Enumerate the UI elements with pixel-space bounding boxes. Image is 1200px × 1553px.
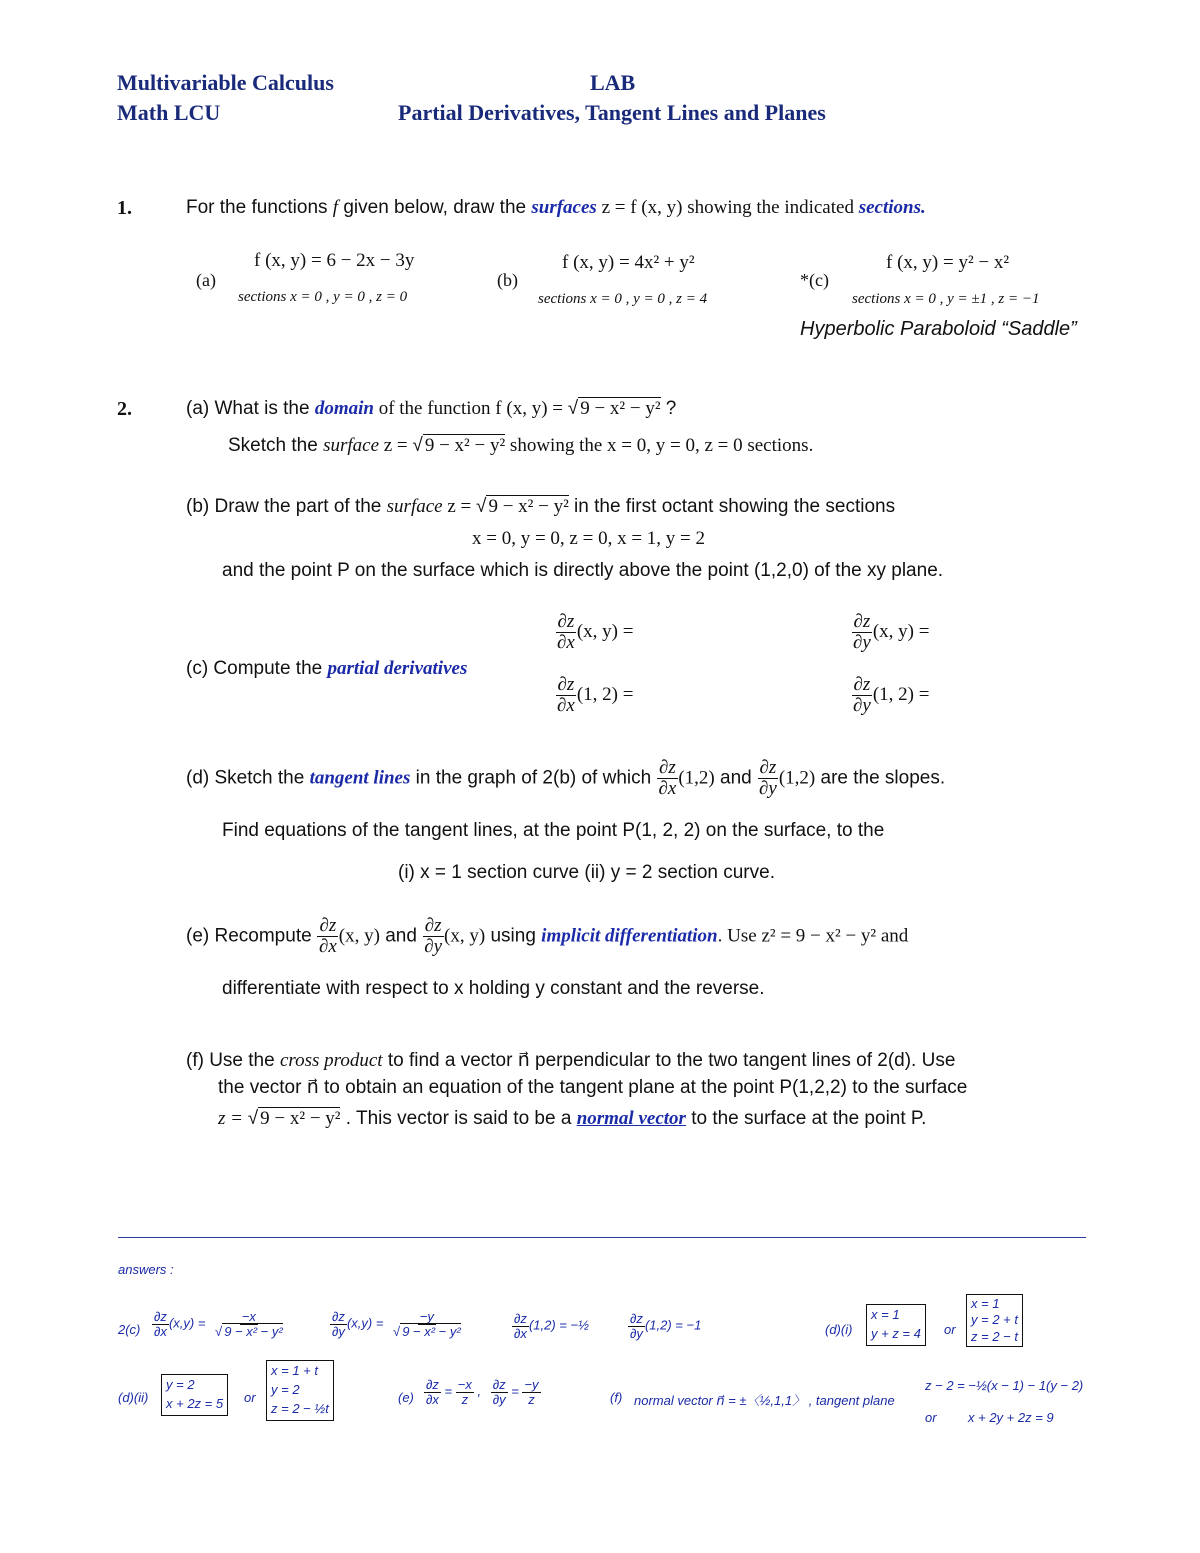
q2-e-question: (e) Recompute $\frac{\partial z}{\partial x}$ (x, y) and $\frac{\partial z}{\partial y}$ (x, y) using implicit differentiation. Use z² = 9 − x² − y² and bbox=[186, 915, 909, 957]
q2-f-line2: the vector n⃗ to obtain an equation of the tangent plane at the point P(1,2,2) to the surface bbox=[218, 1077, 968, 1098]
q1-c-label: *(c) bbox=[800, 270, 829, 290]
ans-f-label: (f) bbox=[610, 1390, 623, 1405]
q2-c-question: (c) Compute the partial derivatives bbox=[186, 658, 468, 679]
ans-f-plane1: z − 2 = −½(x − 1) − 1(y − 2) bbox=[925, 1378, 1084, 1393]
ans-di-or: or bbox=[944, 1322, 956, 1337]
q1-a-sections: sections x = 0 , y = 0 , z = 0 bbox=[238, 289, 408, 305]
q2-f-line1: (f) Use the cross product to find a vector n⃗ perpendicular to the two tangent lines of 2(d). Use bbox=[186, 1050, 956, 1071]
q2-b-sections: x = 0, y = 0, z = 0, x = 1, y = 2 bbox=[472, 528, 706, 549]
ans-di-box1: x = 1 y + z = 4 bbox=[866, 1304, 926, 1346]
page-title: Partial Derivatives, Tangent Lines and Planes bbox=[398, 100, 826, 125]
ans-dii-box1: y = 2 x + 2z = 5 bbox=[161, 1374, 228, 1416]
answers-divider bbox=[118, 1237, 1086, 1238]
q1-number: 1. bbox=[117, 197, 132, 219]
q1-c-note: Hyperbolic Paraboloid “Saddle” bbox=[800, 318, 1077, 340]
q2-d-question: (d) Sketch the tangent lines in the graph of 2(b) of which $\frac{\partial z}{\partial x}$ (1,2) and $\frac{\partial z}{\partial y}$ (1,2) are the slopes. bbox=[186, 757, 946, 799]
ans-dii-box2: x = 1 + t y = 2 z = 2 − ½t bbox=[266, 1360, 334, 1421]
ans-f-plane2: x + 2y + 2z = 9 bbox=[968, 1410, 1054, 1425]
q2-f-line3: z = √ 9 − x² − y² . This vector is said to be a normal vector to the surface at the point P. bbox=[218, 1108, 927, 1129]
q1-c-function: f (x, y) = y² − x² bbox=[886, 252, 1010, 273]
ans-dii-or: or bbox=[244, 1390, 256, 1405]
ans-c-val1: $\frac{\partial z}{\partial x}$ (1,2) = −½ bbox=[514, 1311, 589, 1341]
ans-di-label: (d)(i) bbox=[825, 1322, 853, 1337]
ans-c-dzdx: $\frac{\partial z}{\partial x}$ (x,y) = $\frac{-x}{\text{√ 9 − x² − y²}}$ bbox=[154, 1309, 283, 1339]
q1-b-label: (b) bbox=[497, 270, 518, 290]
q1-intro: For the functions f given below, draw the surfaces z = f (x, y) showing the indicated sections. bbox=[186, 197, 926, 218]
ans-f-or: or bbox=[925, 1410, 937, 1425]
q1-b-function: f (x, y) = 4x² + y² bbox=[562, 252, 695, 273]
ans-f-text: normal vector n⃗ = ±〈½,1,1〉 , tangent plane bbox=[634, 1393, 895, 1408]
q2-d-find: Find equations of the tangent lines, at the point P(1, 2, 2) on the surface, to the bbox=[222, 820, 885, 841]
dept-label: Math LCU bbox=[117, 100, 221, 125]
ans-e-values: $\frac{\partial z}{\partial x}$ = $\frac{-x}{z}$ , $\frac{\partial z}{\partial y}$ = $\frac{-y}{z}$ bbox=[426, 1377, 539, 1407]
q2-a-question: (a) What is the domain of the function f (x, y) = √ 9 − x² − y² ? bbox=[186, 398, 677, 419]
q2-b-question: (b) Draw the part of the surface z = √ 9 − x² − y² in the first octant showing the sections bbox=[186, 496, 896, 517]
answers-label: answers : bbox=[118, 1262, 174, 1277]
ans-c-val2: $\frac{\partial z}{\partial y}$ (1,2) = −1 bbox=[630, 1311, 702, 1341]
q2-d-curves: (i) x = 1 section curve (ii) y = 2 section curve. bbox=[398, 862, 775, 883]
ans-c-dzdy: $\frac{\partial z}{\partial y}$ (x,y) = $\frac{-y}{\text{√ 9 − x² − y²}}$ bbox=[332, 1309, 461, 1339]
q2-c-dzdy-12: $\frac{\partial z}{\partial y}$ (1, 2) = bbox=[853, 674, 930, 716]
q1-c-sections: sections x = 0 , y = ±1 , z = −1 bbox=[852, 291, 1040, 307]
q1-b-sections: sections x = 0 , y = 0 , z = 4 bbox=[538, 291, 708, 307]
lab-label: LAB bbox=[590, 70, 636, 95]
q2-c-dzdx-12: $\frac{\partial z}{\partial x}$ (1, 2) = bbox=[557, 674, 634, 716]
course-title: Multivariable Calculus bbox=[117, 70, 334, 95]
ans-c-label: 2(c) bbox=[118, 1322, 141, 1337]
q2-b-point: and the point P on the surface which is directly above the point (1,2,0) of the xy plane. bbox=[222, 560, 944, 581]
q2-a-sketch: Sketch the surface z = √ 9 − x² − y² showing the x = 0, y = 0, z = 0 sections. bbox=[228, 435, 814, 456]
ans-di-box2: x = 1 y = 2 + t z = 2 − t bbox=[966, 1294, 1023, 1347]
q1-a-label: (a) bbox=[196, 270, 216, 290]
ans-e-label: (e) bbox=[398, 1390, 414, 1405]
q1-a-function: f (x, y) = 6 − 2x − 3y bbox=[254, 250, 415, 271]
ans-dii-label: (d)(ii) bbox=[118, 1390, 149, 1405]
q2-e-differentiate: differentiate with respect to x holding y constant and the reverse. bbox=[222, 978, 765, 999]
q2-number: 2. bbox=[117, 398, 132, 420]
q2-c-dzdy-xy: $\frac{\partial z}{\partial y}$ (x, y) = bbox=[853, 611, 930, 653]
q2-c-dzdx-xy: $\frac{\partial z}{\partial x}$ (x, y) = bbox=[557, 611, 634, 653]
